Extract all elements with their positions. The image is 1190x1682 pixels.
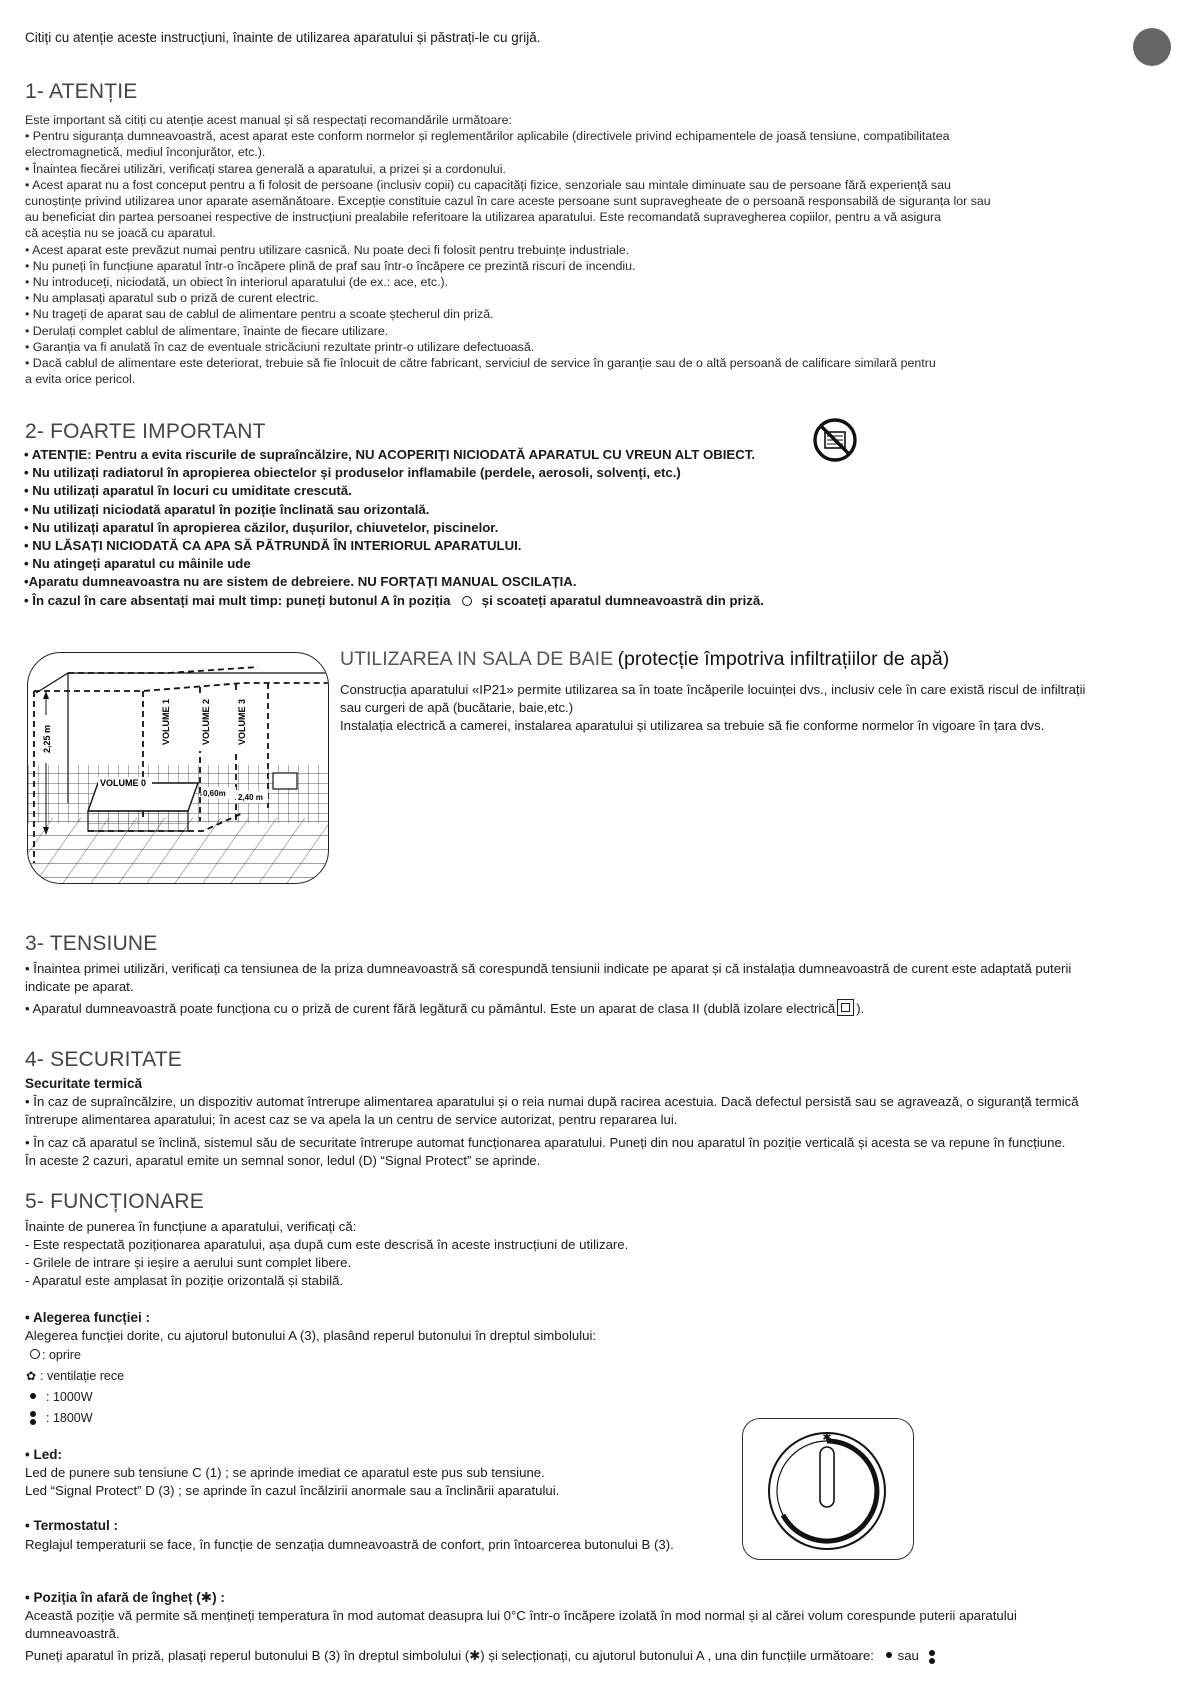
bathroom-title-sub: (protecție împotriva infiltrațiilor de apă) — [617, 648, 950, 670]
s5-line: - Grilele de intrare și ieșire a aerului sunt complet libere. — [25, 1255, 352, 1270]
bathroom-volumes-diagram — [27, 652, 329, 884]
class-ii-icon — [837, 999, 854, 1016]
height-label: 2,25 m — [42, 724, 52, 754]
s4-line: În aceste 2 cazuri, aparatul emite un semnal sonor, ledul (D) “Signal Protect” se aprinde. — [25, 1153, 541, 1168]
two-dots-icon — [929, 1650, 935, 1664]
frost-title-end: ) : — [212, 1590, 225, 1605]
s2-line: •Aparatu dumneavoastra nu are sistem de debreiere. NU FORȚAȚI MANUAL OSCILAȚIA. — [24, 574, 577, 590]
frost-line: dumneavoastră. — [25, 1626, 120, 1641]
section-4-subtitle: Securitate termică — [25, 1076, 143, 1091]
s5-line: - Aparatul este amplasat în poziție orizontală și stabilă. — [25, 1273, 344, 1288]
function-option-label: : ventilație rece — [40, 1369, 125, 1383]
bath-line: Instalația electrică a camerei, instalarea aparatului și utilizarea sa trebuie să fie conforme normelor în vigoare în țara dvs. — [340, 718, 1045, 733]
function-option-1000w — [26, 1387, 124, 1408]
s1-line: a evita orice pericol. — [25, 372, 136, 387]
bathroom-title — [340, 648, 949, 671]
distance-240-label: 2,40 m — [238, 793, 263, 802]
frost-title-text: • Poziția în afară de îngheț ( — [25, 1590, 201, 1605]
thermostat-line: Reglajul temperaturii se face, în funcție de senzația dumneavoastră de confort, prin întoarcerea butonului B (3). — [25, 1537, 674, 1552]
s1-line: Este important să citiți cu atenție acest manual și să respectați recomandările următoare: — [25, 113, 512, 127]
s1-line: • Pentru siguranța dumneavoastră, acest aparat este conform normelor și reglementărilor aplicabile (directivele privind echipamentele de joasă tensiune, compatibilitatea — [25, 129, 950, 144]
s2-absence-pre: • În cazul în care absentați mai mult timp: puneți butonul A în poziția — [24, 592, 451, 608]
s3-line: • Înaintea primei utilizări, verificați ca tensiunea de la priza dumneavoastră să corespundă tensiunii indicate pe aparat și că instalația dumneavoastră de curent este adaptată puterii — [25, 961, 1072, 976]
s2-line: • Nu utilizați radiatorul în apropierea obiectelor și produselor inflamabile (perdele, aerosoli, solvenți, etc.) — [24, 465, 681, 481]
s2-line: • Nu utilizați aparatul în apropierea căzilor, dușurilor, chiuvetelor, piscinelor. — [24, 519, 499, 535]
s2-line: • Nu atingeți aparatul cu mâinile ude — [24, 556, 251, 572]
s1-line: • Dacă cablul de alimentare este deteriorat, trebuie să fie înlocuit de către fabricant, serviciul de service în garanție sau de o altă persoană de calificare similară pentru — [25, 356, 936, 371]
one-dot-icon — [886, 1652, 892, 1658]
function-option-label: : 1000W — [46, 1390, 93, 1404]
s1-line: • Nu amplasați aparatul sub o priză de curent electric. — [25, 291, 319, 306]
bath-line: sau curgeri de apă (bucătarie, baie,etc.) — [340, 700, 574, 715]
section-5-intro — [25, 1218, 1165, 1290]
frost-body — [25, 1607, 1165, 1666]
function-option-fan — [26, 1366, 124, 1387]
thermostat-knob-illustration — [742, 1418, 914, 1560]
led-title: • Led: — [25, 1447, 62, 1462]
s2-line-absence — [24, 592, 1124, 610]
s3-class-post: ). — [856, 1001, 865, 1016]
s5-line: - Este respectată poziționarea aparatului, așa după cum este descrisă în aceste instrucțiuni de utilizare. — [25, 1237, 629, 1252]
off-position-icon — [462, 596, 472, 606]
function-desc: Alegerea funcției dorite, cu ajutorul butonului A (3), plasând reperul butonului în dreptul simbolului: — [25, 1328, 597, 1343]
section-4-title: 4- SECURITATE — [25, 1048, 183, 1071]
function-title: • Alegerea funcției : — [25, 1310, 151, 1325]
section-2-body — [24, 446, 1124, 610]
page-corner-marker — [1133, 28, 1171, 66]
volume-2-label: VOLUME 2 — [201, 698, 211, 746]
function-option-1800w — [26, 1408, 124, 1429]
frost-title — [25, 1590, 225, 1606]
s2-line: • Nu utilizați aparatul în locuri cu umiditate crescută. — [24, 483, 352, 499]
section-4-body — [25, 1093, 1165, 1170]
s1-line: • Derulați complet cablul de alimentare, înainte de fiecare utilizare. — [25, 323, 389, 338]
distance-060-label: 0,60m — [203, 789, 226, 798]
s4-line: • În caz de supraîncălzire, un dispozitiv automat întrerupe alimentarea aparatului și o reia numai după racirea acestuia. Dacă defectul persistă sau se agravează, o siguranță termică — [25, 1094, 1079, 1109]
frost-line-final — [25, 1647, 1165, 1666]
function-option-label: : 1800W — [46, 1411, 93, 1425]
s2-line: • NU LĂSAȚI NICIODATĂ CA APA SĂ PĂTRUNDĂ ÎN INTERIORUL APARATULUI. — [24, 538, 522, 554]
s3-line-class — [25, 999, 1165, 1018]
volume-1-label: VOLUME 1 — [161, 698, 171, 746]
function-option-label: : oprire — [42, 1348, 81, 1362]
snowflake-icon: ✱ — [200, 1590, 213, 1606]
section-1-body — [25, 112, 1145, 387]
bath-line: Construcția aparatului «IP21» permite utilizarea sa în toate încăperile locuinței dvs., inclusiv cele în care există riscul de infiltrații — [340, 682, 1086, 697]
section-5-title: 5- FUNCȚIONARE — [25, 1190, 204, 1213]
section-2-title: 2- FOARTE IMPORTANT — [25, 420, 266, 443]
intro-text: Citiți cu atenție aceste instrucțiuni, înainte de utilizarea aparatului și păstrați-le cu grijă. — [25, 30, 541, 45]
section-3-title: 3- TENSIUNE — [25, 932, 158, 955]
s1-line: electromagnetică, mediul înconjurător, etc.). — [25, 145, 266, 160]
bathroom-body — [340, 681, 1150, 735]
led-line: Led “Signal Protect” D (3) ; se aprinde în cazul încălzirii anormale sau a înclinării aparatului. — [25, 1483, 560, 1498]
one-dot-icon — [30, 1393, 36, 1399]
led-line: Led de punere sub tensiune C (1) ; se aprinde imediat ce aparatul este pus sub tensiune. — [25, 1465, 545, 1480]
s4-line: întrerupe alimentarea aparatului; în acest caz se va apela la un centru de service autorizat, pentru repararea lui. — [25, 1112, 678, 1127]
s4-line: • În caz că aparatul se înclină, sistemul său de securitate întrerupe automat funcționarea aparatului. Puneți din nou aparatul în poziție verticală și acesta se va repune în funcțiune. — [25, 1135, 1066, 1150]
s1-line: • Acest aparat este prevăzut numai pentru utilizare casnică. Nu poate deci fi folosit pentru trebuințe industriale. — [25, 242, 630, 257]
volume-0-label: VOLUME 0 — [100, 778, 147, 788]
s1-line: • Nu introduceți, niciodată, un obiect în interiorul aparatului (de ex.: ace, etc.). — [25, 275, 449, 290]
volume-3-label: VOLUME 3 — [237, 698, 247, 746]
s1-line: că aceștia nu se joacă cu aparatul. — [25, 226, 216, 241]
s2-absence-post: și scoateți aparatul dumneavoastră din priză. — [481, 592, 764, 608]
s3-class-pre: • Aparatul dumneavoastră poate funcționa cu o priză de curent fără legătură cu pământul. Este un aparat de clasa II (dublă izolare electrică — [25, 1001, 836, 1016]
section-3-body — [25, 960, 1165, 1018]
function-options — [26, 1345, 124, 1429]
frost-final-or: sau — [897, 1648, 919, 1663]
frost-mark-icon: ✱ — [822, 1431, 832, 1444]
fan-icon: ✿ — [26, 1369, 37, 1383]
off-icon — [30, 1349, 40, 1359]
s1-line: • Nu trageți de aparat sau de cablul de alimentare pentru a scoate ștecherul din priză. — [25, 307, 494, 322]
section-1-title: 1- ATENȚIE — [25, 80, 138, 103]
thermostat-title: • Termostatul : — [25, 1518, 118, 1533]
two-dots-icon — [30, 1411, 36, 1425]
function-option-off — [26, 1345, 124, 1366]
s2-line: • ATENȚIE: Pentru a evita riscurile de supraîncălzire, NU ACOPERIȚI NICIODATĂ APARATUL CU VREUN ALT OBIECT. — [24, 447, 755, 462]
s2-line: • Nu utilizați niciodată aparatul în poziție înclinată sau orizontală. — [24, 501, 430, 517]
bathroom-title-main: UTILIZAREA IN SALA DE BAIE — [340, 648, 614, 670]
s1-line: • Garanția va fi anulată în caz de eventuale stricăciuni rezultate printr-o utilizare defectuoasă. — [25, 339, 535, 354]
s1-line: • Nu puneți în funcțiune aparatul într-o încăpere plină de praf sau într-o încăpere ce prezintă riscuri de incendiu. — [25, 258, 636, 273]
s3-line: indicate pe aparat. — [25, 979, 134, 994]
s5-line: Înainte de punerea în funcțiune a aparatului, verificați că: — [25, 1219, 357, 1234]
s1-line: • Acest aparat nu a fost conceput pentru a fi folosit de persoane (inclusiv copii) cu capacități fizice, senzoriale sau mintale diminuate sau de persoane fără experiență sau — [25, 177, 951, 192]
frost-final-pre: Puneți aparatul în priză, plasați reperul butonului B (3) în dreptul simbolului ( — [25, 1648, 470, 1663]
frost-final-mid: ) și selecționați, cu ajutorul butonului A , una din funcțiile următoare: — [480, 1648, 874, 1663]
s1-line: cunoștințe privind utilizarea unor aparate asemănătoare. Excepție constituie cazul în care aceste persoane sunt supravegheate de o persoană responsabilă de siguranța lor sau — [25, 194, 991, 209]
led-body — [25, 1464, 725, 1500]
frost-line: Această poziție vă permite să mențineți temperatura în mod automat deasupra lui 0°C într-o încăpere izolată în mod normal și al cărei volum corespunde puterii aparatului — [25, 1608, 1017, 1623]
snowflake-icon: ✱ — [469, 1649, 481, 1664]
s1-line: au beneficiat din partea persoanei respective de instrucțiuni prealabile referitoare la utilizarea aparatului. Este recomandată supravegherea copiilor, pentru a vă asigura — [25, 210, 942, 225]
s1-line: • Înaintea fiecărei utilizări, verificați starea generală a aparatului, a prizei și a cordonului. — [25, 161, 506, 176]
